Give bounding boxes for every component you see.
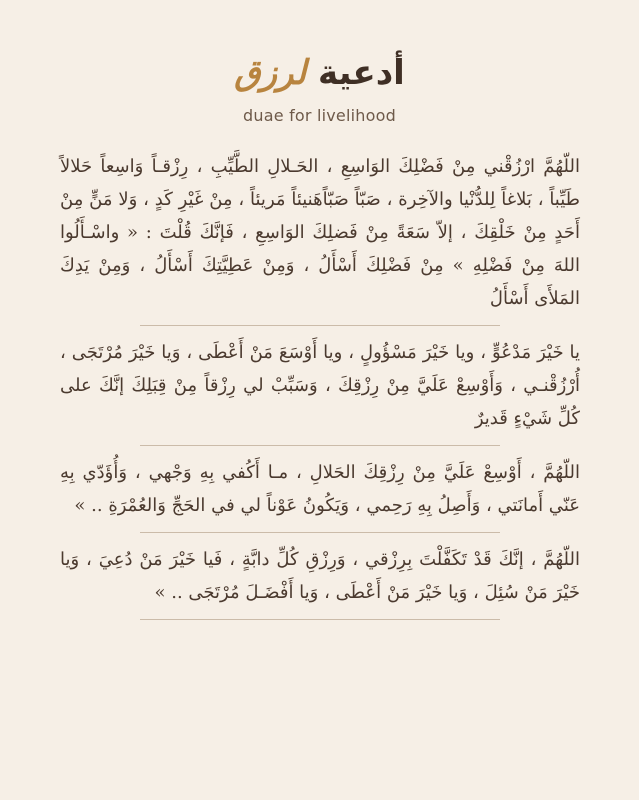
divider-3 (140, 532, 500, 533)
title-word-duas: أدعية (317, 53, 405, 93)
dua-section-3 (60, 456, 580, 522)
dua-content (60, 150, 580, 630)
title-word-rizq: لرزق (234, 53, 307, 93)
dua-text-4: اللّهُمَّ ، إنَّكَ قَدْ تَكَفَّلْتَ بِرِزْقي ، وَرِزْقِ كُلِّ دابَّةٍ ، فَيا خَيْرَ مَنْ دُعِيَ ، وَيا خَيْرَ مَنْ سُئِلَ ، وَيا خَيْرَ مَنْ أَعْطَى ، وَيا أَفْضَـلَ مُرْتَجَى .. » (60, 549, 580, 603)
divider-2 (140, 445, 500, 446)
dua-text-1: اللّهُمَّ ارْزُقْني مِنْ فَضْلِكَ الوَاسِعِ ، الحَـلالِ الطَّيِّبِ ، رِزْقـاً وَاسِعاً حَلالاً طَيِّباً ، بَلاغاً لِلدُّنْيا والآخِرة ، صَبّاً صَبّاًهَنيئاً مَريئاً ، مِنْ غَيْرِ كَدٍ ، وَلا مَنٍّ مِنْ أَحَدٍ مِنْ خَلْقِكَ ، إلاّ سَعَةً مِنْ فَضلِكَ الوَاسِعِ ، فَإنَّكَ قُلْتَ : « واسْـأَلُوا اللهَ مِنْ فَضْلِهِ » مِنْ فَضْلِكَ أَسْأَلُ ، وَمِنْ عَطِيَّتِكَ أَسْأَلُ ، وَمِنْ يَدِكَ المَلأَى أَسْأَلُ (60, 156, 580, 309)
page-title (0, 48, 639, 98)
divider-1 (140, 325, 500, 326)
subtitle: duae for livelihood (243, 106, 396, 125)
dua-section-4 (60, 543, 580, 609)
divider-4 (140, 619, 500, 620)
dua-section-1 (60, 150, 580, 315)
dua-text-2: يا خَيْرَ مَدْعُوٍّ ، ويا خَيْرَ مَسْؤُولٍ ، ويا أَوْسَعَ مَنْ أَعْطَى ، وَيا خَيْرَ مُرْتَجَى ، أُرْزُقْنـي ، وَأَوْسِعْ عَلَيَّ مِنْ رِزْقِكَ ، وَسَبِّبْ لي رِزْقاً مِنْ قِبَلِكَ إنَّكَ على كُلِّ شَيْءٍ قَديرٌ (60, 342, 580, 429)
dua-text-3: اللّهُمَّ ، أَوْسِعْ عَلَيَّ مِنْ رِزْقِكَ الحَلالِ ، مـا أَكُفي بِهِ وَجْهي ، وَأُؤَدّي بِهِ عَنّي أَمانَتي ، وَأَصِلُ بِهِ رَحِمي ، وَيَكُونُ عَوْناً لي في الحَجِّ وَالعُمْرَةِ .. » (60, 462, 580, 516)
dua-section-2 (60, 336, 580, 435)
header (0, 48, 639, 125)
